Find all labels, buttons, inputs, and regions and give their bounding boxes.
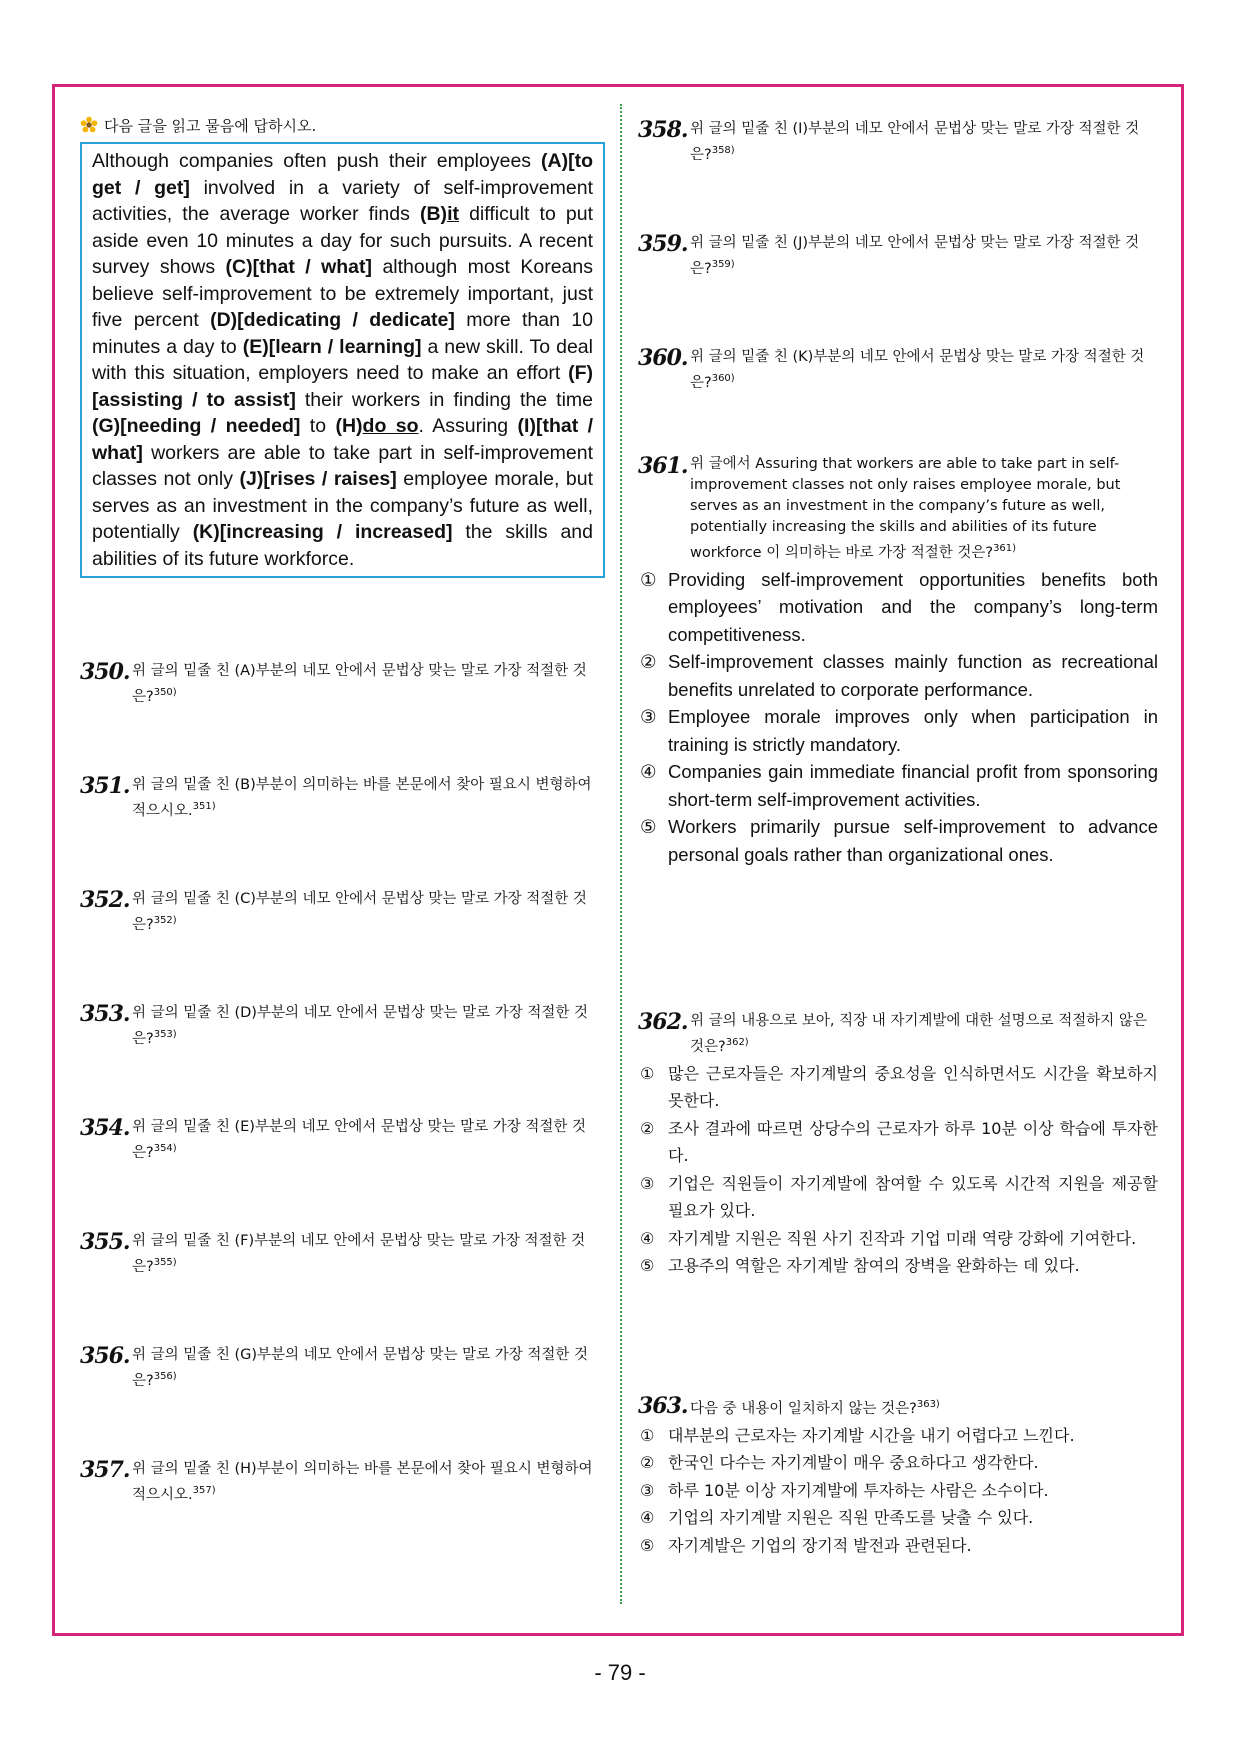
blank-c: (C)[that / what]	[225, 256, 373, 278]
footnote-ref: 355)	[153, 1257, 177, 1268]
question-number: 359.	[638, 231, 688, 257]
option-list	[638, 1422, 1158, 1560]
blank-g: (G)[needing / needed]	[92, 415, 301, 437]
option-1[interactable]	[638, 566, 1158, 649]
footnote-ref: 360)	[711, 373, 735, 384]
option-text: 기업의 자기계발 지원은 직원 만족도를 낮출 수 있다.	[668, 1508, 1034, 1528]
question-text: 위 글의 밑줄 친 (F)부분의 네모 안에서 문법상 맞는 말로 가장 적절한 것은?	[132, 1233, 586, 1275]
question-352	[80, 888, 605, 936]
option-list	[638, 566, 1158, 869]
question-text: 위 글에서 Assuring that workers are able to take part in self-improvement classes not only raises employee morale, but serves as an investment in the company’s future as well, potentially increasing the skills and abilities of its future workforce 이 의미하는 바로 가장 적절한 것은?	[690, 456, 1121, 561]
passage-text: workers are able to take part in self-improvement classes not only	[92, 441, 593, 490]
footnote-ref: 362)	[725, 1037, 749, 1048]
question-351	[80, 774, 605, 822]
question-number: 352.	[80, 887, 130, 913]
option-2[interactable]	[638, 1115, 1158, 1170]
question-text: 위 글의 밑줄 친 (A)부분의 네모 안에서 문법상 맞는 말로 가장 적절한 것은?	[132, 663, 587, 705]
question-text: 위 글의 밑줄 친 (I)부분의 네모 안에서 문법상 맞는 말로 가장 적절한 것은?	[690, 121, 1140, 163]
question-text: 위 글의 밑줄 친 (E)부분의 네모 안에서 문법상 맞는 말로 가장 적절한 것은?	[132, 1119, 586, 1161]
question-362	[638, 1010, 1158, 1280]
question-number: 351.	[80, 773, 130, 799]
option-text: Companies gain immediate financial profit from sponsoring short-term self-improvement activities.	[668, 761, 1158, 810]
question-350	[80, 660, 605, 708]
question-number: 355.	[80, 1229, 130, 1255]
option-marker: ②	[640, 1118, 655, 1138]
question-number: 350.	[80, 659, 130, 685]
option-text: Providing self-improvement opportunities benefits both employees’ motivation and the company’s long-term competitiveness.	[668, 568, 1158, 645]
question-357	[80, 1458, 605, 1506]
option-1[interactable]	[638, 1422, 1158, 1450]
underline-h: do so	[362, 415, 419, 437]
passage-text: a new skill. To deal with this situation, employers need to make an effort	[92, 335, 593, 384]
question-number: 354.	[80, 1115, 130, 1141]
option-marker: ④	[640, 1228, 655, 1248]
option-marker: ⑤	[640, 816, 657, 838]
footnote-ref: 356)	[153, 1371, 177, 1382]
instruction	[80, 112, 605, 138]
question-text: 다음 중 내용이 일치하지 않는 것은?	[690, 1400, 917, 1417]
option-text: 대부분의 근로자는 자기계발 시간을 내기 어렵다고 느낀다.	[668, 1425, 1075, 1445]
option-1[interactable]	[638, 1060, 1158, 1115]
option-text: Employee morale improves only when participation in training is strictly mandatory.	[668, 706, 1158, 755]
option-4[interactable]	[638, 758, 1158, 813]
passage-text: their workers in finding the time	[295, 388, 593, 411]
question-number: 361.	[638, 453, 688, 479]
passage-text: more than 10 minutes a day to	[92, 309, 593, 358]
label-b: (B)	[419, 203, 448, 225]
passage-text: the skills and abilities of its future workforce.	[92, 521, 593, 570]
page-number: - 79 -	[594, 1660, 646, 1685]
option-text: Workers primarily pursue self-improvement to advance personal goals rather than organizational ones.	[668, 816, 1158, 865]
footnote-ref: 352)	[153, 915, 177, 926]
option-marker: ①	[640, 568, 657, 590]
option-5[interactable]	[638, 1252, 1158, 1280]
question-text: 위 글의 내용으로 보아, 직장 내 자기계발에 대한 설명으로 적절하지 않은 것은?	[690, 1013, 1147, 1055]
column-divider	[620, 104, 622, 1604]
question-356	[80, 1344, 605, 1392]
option-marker: ②	[640, 651, 657, 673]
label-h: (H)	[335, 415, 363, 437]
question-354	[80, 1116, 605, 1164]
option-marker: ②	[640, 1453, 655, 1473]
option-4[interactable]	[638, 1504, 1158, 1532]
footnote-ref: 354)	[153, 1143, 177, 1154]
option-text: 하루 10분 이상 자기계발에 투자하는 사람은 소수이다.	[668, 1480, 1049, 1500]
option-text: 한국인 다수는 자기계발이 매우 중요하다고 생각한다.	[668, 1453, 1039, 1473]
passage-text: employee morale, but serves as an investment in the company’s future as well, potentially	[92, 468, 594, 543]
option-text: 자기계발은 기업의 장기적 발전과 관련된다.	[668, 1535, 972, 1555]
passage-text: involved in a variety of self-improvement activities, the average worker finds	[92, 176, 593, 225]
option-3[interactable]	[638, 1477, 1158, 1505]
question-text: 위 글의 밑줄 친 (H)부분이 의미하는 바를 본문에서 찾아 필요시 변형하여 적으시오.	[132, 1461, 593, 1503]
footnote-ref: 361)	[993, 543, 1017, 554]
question-361	[638, 454, 1158, 868]
blank-j: (J)[rises / raises]	[239, 468, 397, 490]
blank-e: (E)[learn / learning]	[242, 335, 422, 358]
question-text: 위 글의 밑줄 친 (G)부분의 네모 안에서 문법상 맞는 말로 가장 적절한 것은?	[132, 1347, 589, 1389]
option-text: 고용주의 역할은 자기계발 참여의 장벽을 완화하는 데 있다.	[668, 1256, 1080, 1276]
option-list	[638, 1060, 1158, 1280]
footnote-ref: 363)	[916, 1399, 940, 1410]
option-marker: ①	[640, 1063, 655, 1083]
option-marker: ⑤	[640, 1256, 655, 1276]
passage-text: Although companies often push their employees	[92, 150, 542, 172]
question-number: 356.	[80, 1343, 130, 1369]
blank-i: (I)[that / what]	[92, 415, 594, 464]
footnote-ref: 353)	[153, 1029, 177, 1040]
question-360	[638, 346, 1158, 394]
question-text: 위 글의 밑줄 친 (J)부분의 네모 안에서 문법상 맞는 말로 가장 적절한 것은?	[690, 235, 1140, 277]
footnote-ref: 359)	[711, 259, 735, 270]
option-marker: ④	[640, 761, 657, 783]
question-number: 363.	[638, 1393, 688, 1419]
question-number: 360.	[638, 345, 688, 371]
question-number: 362.	[638, 1009, 688, 1035]
option-marker: ①	[640, 1425, 655, 1445]
option-marker: ④	[640, 1508, 655, 1528]
blank-d: (D)[dedicating / dedicate]	[210, 309, 455, 331]
blank-a: (A)[to get / get]	[92, 150, 593, 199]
question-358	[638, 118, 1158, 166]
question-number: 353.	[80, 1001, 130, 1027]
reading-passage	[80, 142, 605, 578]
option-5[interactable]	[638, 1532, 1158, 1560]
left-column	[80, 112, 605, 1503]
footnote-ref: 350)	[153, 687, 177, 698]
blank-f: (F)[assisting / to assist]	[92, 362, 593, 411]
underline-b: it	[447, 203, 459, 225]
question-number: 357.	[80, 1457, 130, 1483]
option-3[interactable]	[638, 703, 1158, 758]
passage-text: although most Koreans believe self-improvement to be extremely important, just five percent	[92, 256, 593, 331]
option-text: 많은 근로자들은 자기계발의 중요성을 인식하면서도 시간을 확보하지 못한다.	[668, 1063, 1158, 1111]
question-363	[638, 1394, 1158, 1559]
question-text: 위 글의 밑줄 친 (D)부분의 네모 안에서 문법상 맞는 말로 가장 적절한 것은?	[132, 1005, 588, 1047]
question-text: 위 글의 밑줄 친 (K)부분의 네모 안에서 문법상 맞는 말로 가장 적절한 것은?	[690, 349, 1145, 391]
option-marker: ③	[640, 1480, 655, 1500]
footnote-ref: 358)	[711, 145, 735, 156]
passage-text: difficult to put aside even 10 minutes a day for such pursuits. A recent survey shows	[92, 203, 593, 278]
option-4[interactable]	[638, 1225, 1158, 1253]
option-5[interactable]	[638, 813, 1158, 868]
passage-text: to	[300, 415, 336, 437]
question-353	[80, 1002, 605, 1050]
option-text: 자기계발 지원은 직원 사기 진작과 기업 미래 역량 강화에 기여한다.	[668, 1228, 1137, 1248]
option-marker: ⑤	[640, 1535, 655, 1555]
option-3[interactable]	[638, 1170, 1158, 1225]
question-number: 358.	[638, 117, 688, 143]
option-2[interactable]	[638, 648, 1158, 703]
flower-icon	[80, 116, 98, 134]
question-359	[638, 232, 1158, 280]
option-text: 기업은 직원들이 자기계발에 참여할 수 있도록 시간적 지원을 제공할 필요가 있다.	[668, 1173, 1158, 1221]
option-2[interactable]	[638, 1449, 1158, 1477]
option-marker: ③	[640, 706, 657, 728]
option-text: Self-improvement classes mainly function as recreational benefits unrelated to corporate performance.	[668, 651, 1158, 700]
question-text: 위 글의 밑줄 친 (B)부분이 의미하는 바를 본문에서 찾아 필요시 변형하여 적으시오.	[132, 777, 592, 819]
passage-text: . Assuring	[418, 415, 518, 437]
footnote-ref: 351)	[192, 801, 216, 812]
footnote-ref: 357)	[192, 1485, 216, 1496]
question-text: 위 글의 밑줄 친 (C)부분의 네모 안에서 문법상 맞는 말로 가장 적절한 것은?	[132, 891, 587, 933]
question-355	[80, 1230, 605, 1278]
option-text: 조사 결과에 따르면 상당수의 근로자가 하루 10분 이상 학습에 투자한다.	[668, 1118, 1158, 1166]
option-marker: ③	[640, 1173, 655, 1193]
instruction-text: 다음 글을 읽고 물음에 답하시오.	[104, 116, 317, 135]
blank-k: (K)[increasing / increased]	[192, 521, 453, 543]
